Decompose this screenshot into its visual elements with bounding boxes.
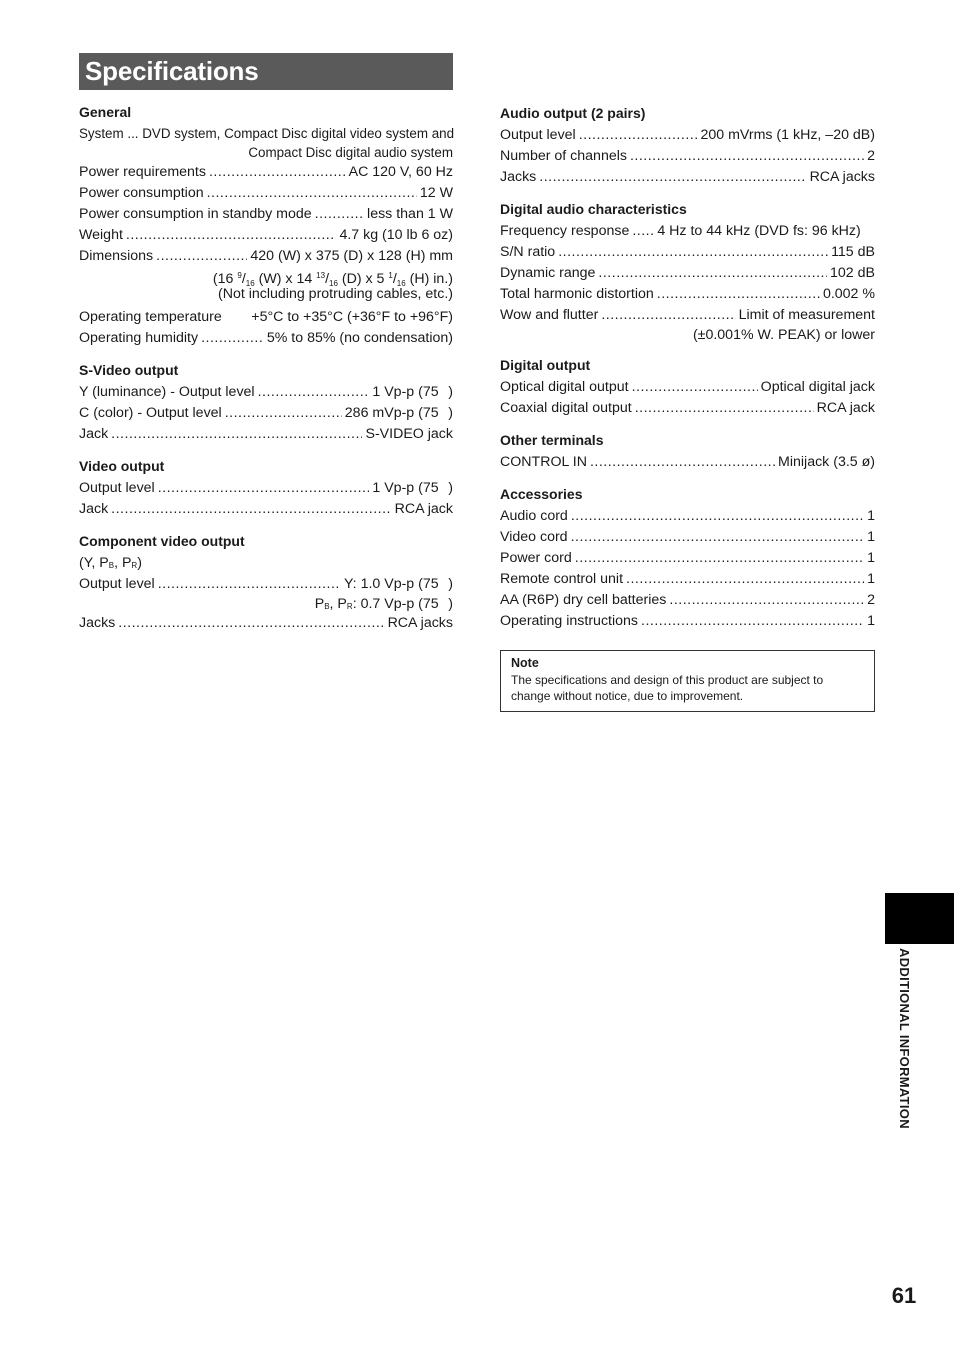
spec-row-audio-level: Output level ..... 200 mVrms (1 kHz, –20 dB) <box>500 125 875 146</box>
accessory-row: Power cord ..... 1 <box>500 548 875 569</box>
spec-row-sn: S/N ratio ..... 115 dB <box>500 242 875 263</box>
accessory-row: Video cord ..... 1 <box>500 527 875 548</box>
spec-row-frequency: Frequency response ..... 4 Hz to 44 kHz (DVD fs: 96 kHz) <box>500 221 875 242</box>
spec-row-power-requirements: Power requirements ..... AC 120 V, 60 Hz <box>79 162 453 183</box>
page-title: Specifications <box>79 53 453 90</box>
spec-row-video-level: Output level ..... 1 Vp-p (75 ) <box>79 478 453 499</box>
spec-row-wow: Wow and flutter ..... Limit of measurement <box>500 305 875 326</box>
spec-row-dynamic: Dynamic range ..... 102 dB <box>500 263 875 284</box>
digital-audio-heading: Digital audio characteristics <box>500 201 687 217</box>
spec-row-dimensions: Dimensions ..... 420 (W) x 375 (D) x 128 (H) mm <box>79 246 453 267</box>
accessory-row: AA (R6P) dry cell batteries ..... 2 <box>500 590 875 611</box>
component-level-pbpr: PB, PR: 0.7 Vp-p (75 ) <box>314 596 453 612</box>
digital-output-heading: Digital output <box>500 357 591 373</box>
video-heading: Video output <box>79 458 165 474</box>
spec-row-control-in: CONTROL IN ..... Minijack (3.5 ø) <box>500 452 875 473</box>
accessory-row: Operating instructions ..... 1 <box>500 611 875 632</box>
spec-row-svideo-jack: Jack ..... S-VIDEO jack <box>79 424 453 445</box>
spec-row-video-jack: Jack ..... RCA jack <box>79 499 453 520</box>
spec-row-audio-jacks: Jacks ..... RCA jacks <box>500 167 875 188</box>
svideo-heading: S-Video output <box>79 362 179 378</box>
spec-row-power-consumption: Power consumption ..... 12 W <box>79 183 453 204</box>
component-signals: (Y, PB, PR) <box>79 555 142 571</box>
right-column <box>500 104 875 712</box>
spec-row-optical: Optical digital output ..... Optical digital jack <box>500 377 875 398</box>
spec-row-channels: Number of channels ..... 2 <box>500 146 875 167</box>
component-heading: Component video output <box>79 533 245 549</box>
other-terminals-heading: Other terminals <box>500 432 604 448</box>
spec-row-svideo-y: Y (luminance) - Output level ..... 1 Vp-p (75 ) <box>79 382 453 403</box>
system-spec-cont: Compact Disc digital audio system <box>248 145 453 160</box>
section-side-label: ADDITIONAL INFORMATION <box>897 948 912 1129</box>
accessory-row: Audio cord ..... 1 <box>500 506 875 527</box>
spec-row-op-humidity: Operating humidity ..... 5% to 85% (no condensation) <box>79 328 453 349</box>
spec-row-standby: Power consumption in standby mode ..... less than 1 W <box>79 204 453 225</box>
section-tab-marker <box>885 893 954 944</box>
page-number: 61 <box>891 1283 917 1308</box>
spec-row-op-temp: Operating temperature +5°C to +35°C (+36°F to +96°F) <box>79 309 453 325</box>
wow-cont: (±0.001% W. PEAK) or lower <box>692 327 875 343</box>
accessories-heading: Accessories <box>500 486 583 502</box>
system-spec: System ... DVD system, Compact Disc digital video system and <box>79 126 455 141</box>
spec-row-weight: Weight ..... 4.7 kg (10 lb 6 oz) <box>79 225 453 246</box>
spec-row-component-jacks: Jacks ..... RCA jacks <box>79 613 453 634</box>
audio-output-heading: Audio output (2 pairs) <box>500 105 646 121</box>
note-box <box>500 650 875 712</box>
left-column <box>79 103 453 634</box>
note-title: Note <box>511 656 539 670</box>
dimensions-inches: (16 $^9/_{16}$ (W) x 14 $^{13}/_{16}$ (D) x 5 $^1/_{16}$ (H) in.) <box>212 271 453 288</box>
spec-row-coaxial: Coaxial digital output ..... RCA jack <box>500 398 875 419</box>
spec-row-thd: Total harmonic distortion ..... 0.002 % <box>500 284 875 305</box>
spec-row-svideo-c: C (color) - Output level ..... 286 mVp-p (75 ) <box>79 403 453 424</box>
dimensions-note: (Not including protruding cables, etc.) <box>217 286 453 302</box>
accessory-row: Remote control unit ..... 1 <box>500 569 875 590</box>
general-heading: General <box>79 104 132 120</box>
spec-row-component-level: Output level ..... Y: 1.0 Vp-p (75 ) <box>79 574 453 595</box>
note-text: The specifications and design of this product are subject to change without notice, due to improvement. <box>511 672 824 703</box>
